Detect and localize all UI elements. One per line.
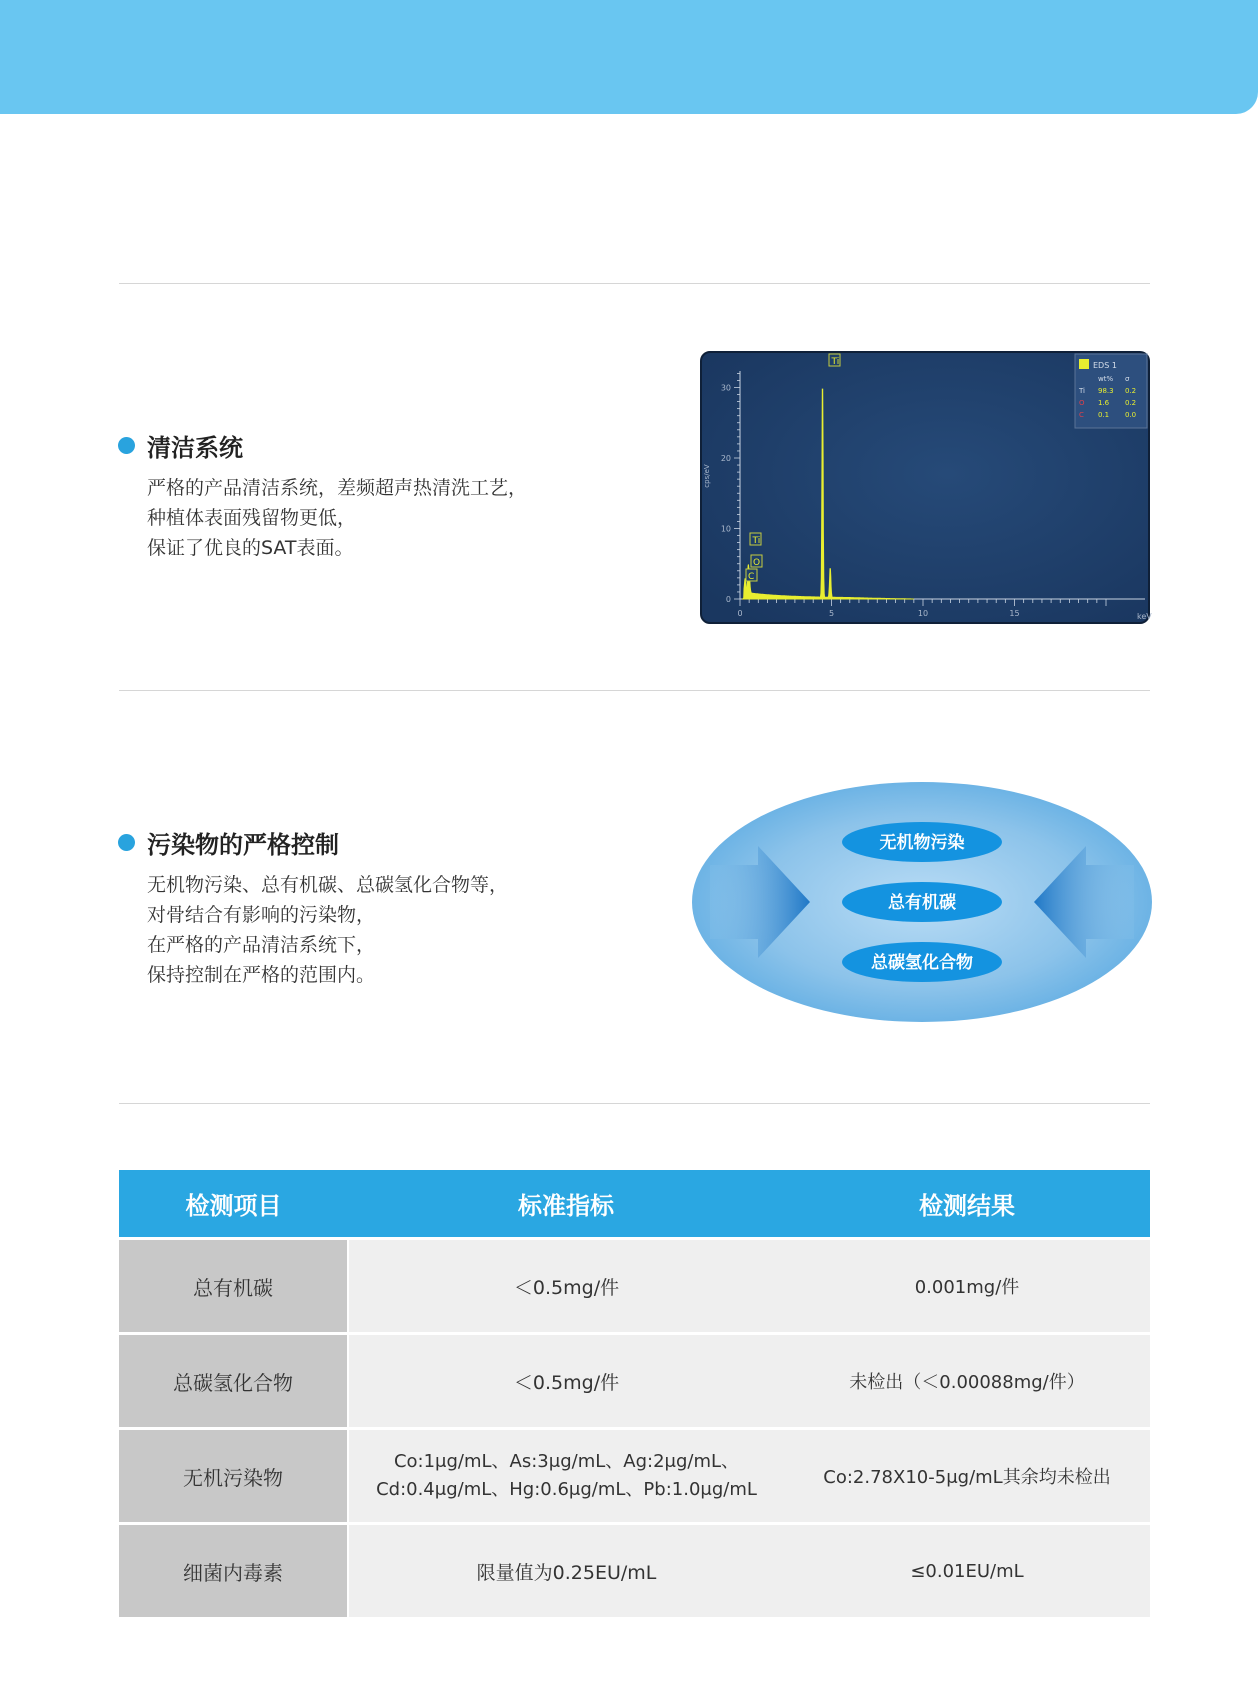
y-tick-label: 0 [725, 595, 731, 604]
header-result: 检测结果 [784, 1170, 1150, 1239]
bullet-dot-icon [118, 437, 135, 454]
divider [119, 690, 1150, 691]
peak-label: C [748, 572, 755, 582]
peak-label: Ti [752, 536, 761, 546]
x-tick-label: 0 [737, 609, 743, 618]
header-test-item: 检测项目 [119, 1170, 348, 1239]
pill-label: 总碳氢化合物 [871, 953, 973, 973]
y-axis-label: cps/eV [703, 464, 711, 488]
description-line: 保证了优良的SAT表面。 [147, 537, 354, 559]
result-cell: 未检出（＜0.00088mg/件） [784, 1334, 1150, 1429]
standard-cell: ＜0.5mg/件 [348, 1334, 784, 1429]
pill-inorganic [842, 822, 1002, 862]
standard-cell [348, 1429, 784, 1524]
description-line: 严格的产品清洁系统，差频超声热清洗工艺， [147, 477, 528, 499]
y-tick-label: 10 [720, 524, 731, 534]
result-cell: 0.001mg/件 [784, 1239, 1150, 1334]
test-item-cell: 无机污染物 [119, 1429, 348, 1524]
y-tick-label: 30 [720, 383, 731, 393]
contaminant-control-title: 污染物的严格控制 [147, 831, 339, 859]
legend-wt: 0.1 [1098, 411, 1110, 419]
table-header-row [119, 1170, 1150, 1239]
test-item-cell: 总碳氢化合物 [119, 1334, 348, 1429]
top-banner [0, 0, 1258, 114]
pill-hydrocarbon [842, 942, 1002, 982]
description-line: 种植体表面残留物更低， [147, 507, 357, 529]
pill-label: 无机物污染 [879, 833, 965, 853]
test-item-cell: 总有机碳 [119, 1239, 348, 1334]
table-row [119, 1334, 1150, 1429]
table-row [119, 1239, 1150, 1334]
bullet-dot-icon [118, 834, 135, 851]
legend-element: O [1079, 399, 1085, 407]
description-line: 对骨结合有影响的污染物， [147, 904, 376, 926]
peak-label-o [751, 555, 762, 568]
result-cell: Co:2.78X10-5μg/mL其余均未检出 [784, 1429, 1150, 1524]
contaminant-control-section [118, 825, 508, 990]
description-line: 在严格的产品清洁系统下， [147, 934, 376, 956]
legend-sigma: 0.2 [1125, 399, 1137, 407]
x-axis-label: keV [1137, 612, 1152, 621]
section-title [118, 825, 508, 860]
pill-label: 总有机碳 [888, 893, 956, 913]
peak-label-ti-minor [750, 533, 761, 546]
section-description [147, 473, 527, 563]
description-line: 保持控制在严格的范围内。 [147, 964, 376, 986]
peak-label: Ti [831, 357, 840, 367]
divider [119, 1103, 1150, 1104]
pill-toc [842, 882, 1002, 922]
section-title [118, 428, 527, 463]
legend-column: wt% [1098, 375, 1114, 383]
x-tick-label: 10 [917, 609, 929, 618]
standard-cell: ＜0.5mg/件 [348, 1239, 784, 1334]
table-row [119, 1429, 1150, 1524]
eds-legend [1075, 354, 1147, 428]
divider [119, 283, 1150, 284]
eds-spectrum-chart [700, 351, 1150, 624]
legend-series-name: EDS 1 [1093, 361, 1117, 370]
legend-wt: 1.6 [1098, 399, 1110, 407]
result-cell: ≤0.01EU/mL [784, 1524, 1150, 1618]
legend-column: σ [1125, 375, 1130, 383]
peak-label: O [753, 558, 761, 568]
cleaning-system-section [118, 428, 527, 563]
peak-label-c [746, 569, 757, 582]
header-standard: 标准指标 [348, 1170, 784, 1239]
legend-element: C [1079, 411, 1084, 419]
standard-cell: 限量值为0.25EU/mL [348, 1524, 784, 1618]
legend-sigma: 0.0 [1125, 411, 1137, 419]
x-tick-label: 15 [1009, 609, 1020, 618]
legend-wt: 98.3 [1098, 387, 1114, 395]
test-item-cell: 细菌内毒素 [119, 1524, 348, 1618]
x-tick-label: 5 [828, 609, 835, 618]
legend-sigma: 0.2 [1125, 387, 1137, 395]
standard-line: Co:1μg/mL、As:3μg/mL、Ag:2μg/mL、 [393, 1451, 740, 1472]
section-description [147, 870, 508, 990]
cleaning-system-title: 清洁系统 [147, 434, 243, 462]
contaminant-diagram [690, 780, 1154, 1024]
peak-label-ti-major [829, 354, 840, 367]
table-row [119, 1524, 1150, 1618]
description-line: 无机物污染、总有机碳、总碳氢化合物等， [147, 874, 509, 896]
standard-line: Cd:0.4μg/mL、Hg:0.6μg/mL、Pb:1.0μg/mL [376, 1479, 757, 1500]
test-results-table [119, 1170, 1150, 1617]
y-tick-label: 20 [720, 454, 731, 463]
legend-element: Ti [1079, 387, 1086, 395]
